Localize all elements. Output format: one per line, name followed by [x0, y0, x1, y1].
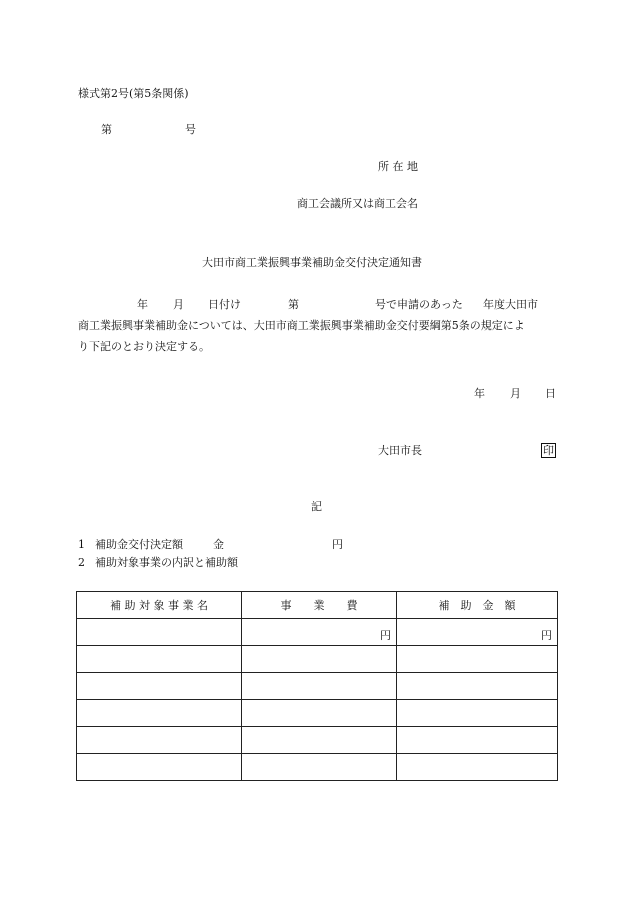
- form-id: 様式第2号(第5条関係): [78, 87, 189, 100]
- header-project-name: 補 助 対 象 事 業 名: [77, 592, 242, 619]
- address-label: 所 在 地: [378, 160, 418, 173]
- body-go: 号で申請のあった: [375, 298, 463, 311]
- item-1-number: 1: [78, 538, 85, 551]
- date-month: 月: [510, 387, 521, 400]
- table-cell: [242, 727, 397, 754]
- body-year: 年: [137, 298, 148, 311]
- item-1-yen: 円: [332, 538, 343, 551]
- table-cell: [397, 754, 558, 781]
- mayor-label: 大田市長: [378, 444, 422, 457]
- date-year: 年: [474, 387, 485, 400]
- document-title: 大田市商工業振興事業補助金交付決定通知書: [202, 256, 422, 269]
- table-cell: [77, 700, 242, 727]
- table-row: [77, 673, 558, 700]
- item-2-number: 2: [78, 556, 85, 569]
- seal-mark: 印: [543, 444, 554, 457]
- table-cell: [77, 673, 242, 700]
- item-1-kin: 金: [213, 538, 224, 551]
- subsidy-breakdown-table: [76, 591, 558, 781]
- table-cell: [77, 646, 242, 673]
- table-cell: [397, 727, 558, 754]
- body-paragraph: [78, 294, 564, 357]
- table-header-row: [77, 592, 558, 619]
- body-line-1: [78, 294, 564, 315]
- table-cell-subsidy-unit: 円: [397, 619, 558, 646]
- chamber-name-label: 商工会議所又は商工会名: [297, 197, 418, 210]
- table-cell: [397, 673, 558, 700]
- table-row: [77, 754, 558, 781]
- table-cell: [77, 754, 242, 781]
- table-cell: [242, 754, 397, 781]
- table-cell: [242, 673, 397, 700]
- table-cell: [397, 700, 558, 727]
- body-dai: 第: [288, 298, 299, 311]
- table-row: [77, 727, 558, 754]
- ki-heading: 記: [311, 500, 322, 513]
- table-cell: [397, 646, 558, 673]
- body-month: 月: [173, 298, 184, 311]
- table-cell: [242, 700, 397, 727]
- item-1-label: 補助金交付決定額: [95, 538, 183, 551]
- header-project-cost: 事 業 費: [242, 592, 397, 619]
- table-row: [77, 619, 558, 646]
- body-line-3: り下記のとおり決定する。: [78, 340, 210, 353]
- table-cell: [242, 646, 397, 673]
- table-cell: [77, 619, 242, 646]
- body-fiscal-year: 年度大田市: [483, 298, 538, 311]
- table-cell: [77, 727, 242, 754]
- date-day: 日: [545, 387, 556, 400]
- table-row: [77, 646, 558, 673]
- table-row: [77, 700, 558, 727]
- item-2-label: 補助対象事業の内訳と補助額: [95, 556, 238, 569]
- header-subsidy-amount: 補 助 金 額: [397, 592, 558, 619]
- table-cell-cost-unit: 円: [242, 619, 397, 646]
- number-go: 号: [185, 123, 196, 136]
- body-day: 日付け: [208, 298, 241, 311]
- number-dai: 第: [101, 123, 112, 136]
- body-line-2: 商工業振興事業補助金については、大田市商工業振興事業補助金交付要綱第5条の規定によ: [78, 319, 525, 332]
